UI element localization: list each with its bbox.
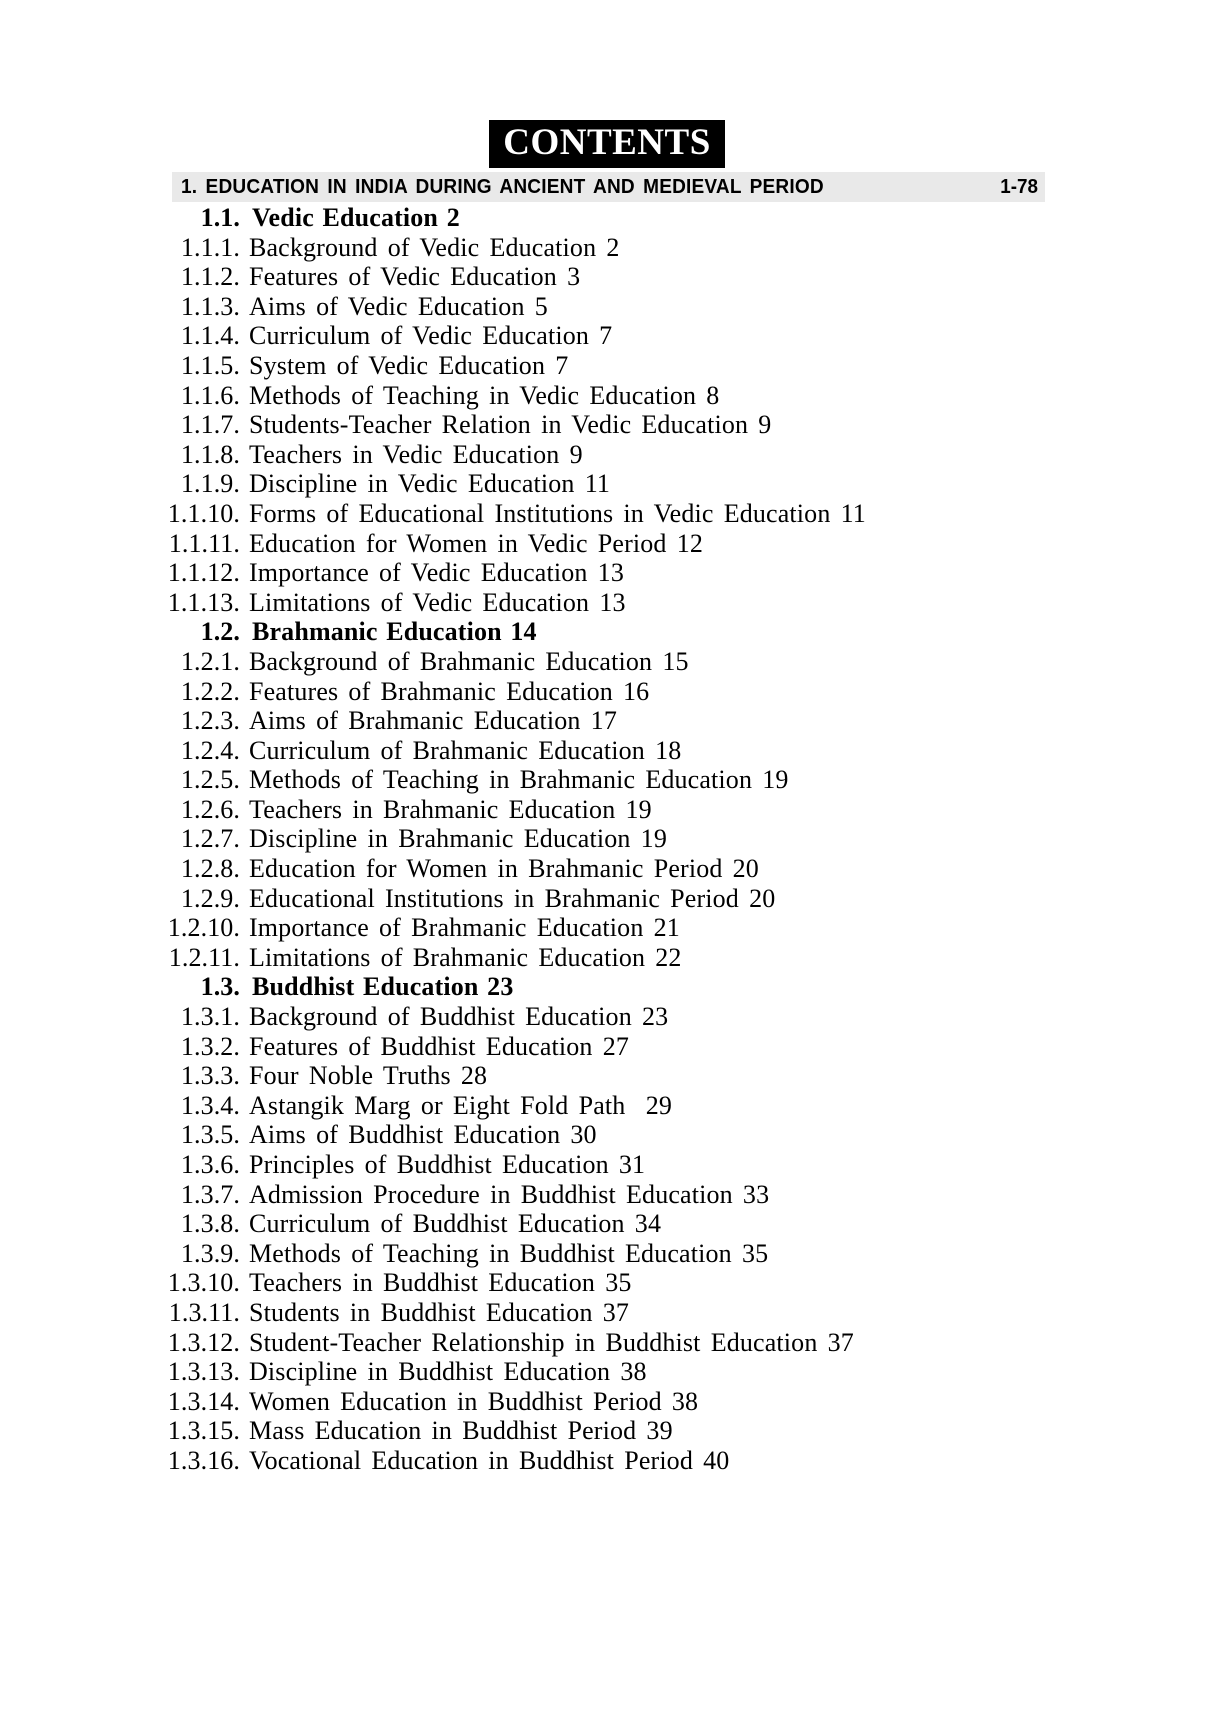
toc-entry-title: Curriculum of Vedic Education 7 bbox=[249, 321, 613, 351]
toc-entry-number: 1.2.2. bbox=[180, 676, 240, 706]
toc-entry-title: Education for Women in Brahmanic Period 20 bbox=[249, 854, 759, 884]
toc-entry-number: 1.3.16. bbox=[167, 1445, 240, 1475]
toc-entry-row[interactable] bbox=[0, 1061, 1214, 1091]
toc-entry-title: Background of Vedic Education 2 bbox=[249, 232, 620, 262]
toc-entry-row[interactable] bbox=[0, 736, 1214, 766]
toc-entry-number: 1.3.10. bbox=[167, 1268, 240, 1298]
toc-entry-title: Curriculum of Brahmanic Education 18 bbox=[249, 735, 682, 765]
contents-title-box: CONTENTS bbox=[489, 120, 725, 168]
toc-entry-row[interactable] bbox=[0, 1180, 1214, 1210]
toc-section-row[interactable] bbox=[0, 617, 1214, 647]
toc-entry-number: 1.3.9. bbox=[180, 1238, 240, 1268]
toc-entry-row[interactable] bbox=[0, 1387, 1214, 1417]
toc-entry-number: 1.1.11. bbox=[168, 528, 240, 558]
toc-entry-row[interactable] bbox=[0, 410, 1214, 440]
toc-entry-row[interactable] bbox=[0, 440, 1214, 470]
toc-entry-row[interactable] bbox=[0, 706, 1214, 736]
toc-entry-row[interactable] bbox=[0, 529, 1214, 559]
toc-entry-number: 1.2.4. bbox=[180, 735, 240, 765]
toc-entry-title: Admission Procedure in Buddhist Education 33 bbox=[249, 1179, 770, 1209]
toc-section-row[interactable] bbox=[0, 203, 1214, 233]
toc-entry-row[interactable] bbox=[0, 677, 1214, 707]
toc-entry-row[interactable] bbox=[0, 765, 1214, 795]
toc-entry-title: Methods of Teaching in Vedic Education 8 bbox=[249, 380, 720, 410]
toc-entry-number: 1.2.9. bbox=[180, 883, 240, 913]
toc-entry-row[interactable] bbox=[0, 1298, 1214, 1328]
toc-entry-title: Features of Buddhist Education 27 bbox=[249, 1031, 630, 1061]
toc-entry-row[interactable] bbox=[0, 884, 1214, 914]
toc-entry-number: 1.1.1. bbox=[180, 232, 240, 262]
toc-entry-number: 1.3. bbox=[200, 972, 240, 1002]
toc-entry-title: Principles of Buddhist Education 31 bbox=[249, 1150, 646, 1179]
toc-entry-number: 1.3.2. bbox=[180, 1031, 240, 1061]
toc-entry-title: Mass Education in Buddhist Period 39 bbox=[249, 1416, 673, 1446]
toc-entry-title: Buddhist Education 23 bbox=[252, 972, 514, 1002]
toc-entry-row[interactable] bbox=[0, 824, 1214, 854]
toc-entry-title: Brahmanic Education 14 bbox=[252, 617, 537, 647]
toc-entry-title: Aims of Buddhist Education 30 bbox=[249, 1120, 597, 1150]
toc-entry-number: 1.2.7. bbox=[180, 824, 240, 854]
toc-entry-row[interactable] bbox=[0, 1209, 1214, 1239]
toc-entry-row[interactable] bbox=[0, 1091, 1214, 1121]
chapter-header-label: 1. EDUCATION IN INDIA DURING ANCIENT AND MEDIEVAL PERIOD bbox=[181, 175, 824, 198]
toc-entry-number: 1.3.13. bbox=[167, 1357, 240, 1387]
toc-entry-number: 1.2.5. bbox=[180, 765, 240, 795]
toc-entry-number: 1.2.1. bbox=[180, 646, 240, 676]
toc-entry-row[interactable] bbox=[0, 588, 1214, 618]
toc-entry-row[interactable] bbox=[0, 1002, 1214, 1032]
toc-entry-number: 1.1.12. bbox=[167, 558, 240, 588]
toc-entry-title: System of Vedic Education 7 bbox=[249, 350, 569, 380]
toc-entry-title: Limitations of Vedic Education 13 bbox=[249, 587, 626, 617]
toc-entry-title: Discipline in Vedic Education 11 bbox=[249, 469, 611, 499]
toc-entry-number: 1.3.5. bbox=[180, 1120, 240, 1150]
toc-entry-row[interactable] bbox=[0, 262, 1214, 292]
toc-entry-number: 1.1.2. bbox=[180, 262, 240, 292]
toc-entry-row[interactable] bbox=[0, 1268, 1214, 1298]
toc-entry-row[interactable] bbox=[0, 647, 1214, 677]
toc-entry-row[interactable] bbox=[0, 1150, 1214, 1180]
toc-entry-title: Teachers in Vedic Education 9 bbox=[249, 439, 583, 469]
toc-entry-number: 1.3.1. bbox=[180, 1002, 240, 1032]
toc-entry-title: Vocational Education in Buddhist Period 40 bbox=[249, 1445, 730, 1475]
toc-entry-row[interactable] bbox=[0, 381, 1214, 411]
chapter-header-page-range: 1-78 bbox=[1000, 175, 1038, 198]
toc-entry-title: Teachers in Brahmanic Education 19 bbox=[249, 794, 652, 824]
page-title bbox=[0, 120, 1214, 168]
toc-entry-title: Students in Buddhist Education 37 bbox=[249, 1297, 630, 1327]
toc-entry-number: 1.1. bbox=[200, 203, 240, 232]
toc-entry-title: Women Education in Buddhist Period 38 bbox=[249, 1386, 699, 1416]
toc-entry-row[interactable] bbox=[0, 499, 1214, 529]
toc-entry-number: 1.1.6. bbox=[180, 380, 240, 410]
table-of-contents-list bbox=[0, 203, 1214, 1476]
toc-entry-row[interactable] bbox=[0, 1032, 1214, 1062]
toc-entry-number: 1.3.3. bbox=[180, 1061, 240, 1091]
toc-entry-title: Discipline in Brahmanic Education 19 bbox=[249, 824, 667, 854]
toc-entry-number: 1.3.15. bbox=[167, 1416, 240, 1446]
toc-entry-row[interactable] bbox=[0, 913, 1214, 943]
toc-entry-number: 1.2.11. bbox=[168, 942, 240, 972]
toc-entry-number: 1.1.8. bbox=[180, 439, 240, 469]
toc-entry-title: Aims of Brahmanic Education 17 bbox=[249, 706, 617, 736]
toc-entry-number: 1.1.5. bbox=[180, 350, 240, 380]
toc-entry-number: 1.1.4. bbox=[180, 321, 240, 351]
toc-entry-title: Astangik Marg or Eight Fold Path 29 bbox=[249, 1090, 673, 1120]
toc-entry-number: 1.1.10. bbox=[167, 498, 240, 528]
toc-entry-row[interactable] bbox=[0, 233, 1214, 263]
toc-entry-row[interactable] bbox=[0, 558, 1214, 588]
toc-entry-title: Vedic Education 2 bbox=[252, 203, 460, 232]
toc-entry-title: Background of Buddhist Education 23 bbox=[249, 1002, 669, 1032]
toc-entry-number: 1.3.4. bbox=[180, 1090, 240, 1120]
toc-entry-number: 1.3.8. bbox=[180, 1209, 240, 1239]
toc-entry-row[interactable] bbox=[0, 321, 1214, 351]
toc-entry-title: Methods of Teaching in Buddhist Education 35 bbox=[249, 1238, 769, 1268]
toc-entry-number: 1.3.7. bbox=[180, 1179, 240, 1209]
toc-entry-title: Student-Teacher Relationship in Buddhist Education 37 bbox=[249, 1327, 854, 1357]
toc-entry-title: Education for Women in Vedic Period 12 bbox=[249, 528, 704, 558]
toc-entry-number: 1.1.9. bbox=[180, 469, 240, 499]
toc-entry-number: 1.2.10. bbox=[167, 913, 240, 943]
toc-entry-row[interactable] bbox=[0, 943, 1214, 973]
toc-entry-title: Methods of Teaching in Brahmanic Education 19 bbox=[249, 765, 789, 795]
toc-entry-row[interactable] bbox=[0, 1416, 1214, 1446]
toc-entry-row[interactable] bbox=[0, 469, 1214, 499]
toc-entry-title: Background of Brahmanic Education 15 bbox=[249, 646, 689, 676]
toc-entry-number: 1.2.3. bbox=[180, 706, 240, 736]
toc-entry-title: Importance of Vedic Education 13 bbox=[249, 558, 624, 588]
toc-entry-number: 1.3.12. bbox=[167, 1327, 240, 1357]
toc-entry-title: Educational Institutions in Brahmanic Period 20 bbox=[249, 883, 776, 913]
toc-entry-title: Teachers in Buddhist Education 35 bbox=[249, 1268, 632, 1298]
toc-entry-row[interactable] bbox=[0, 1446, 1214, 1476]
toc-entry-number: 1.3.14. bbox=[167, 1386, 240, 1416]
chapter-header-bar[interactable] bbox=[172, 172, 1045, 202]
toc-entry-row[interactable] bbox=[0, 351, 1214, 381]
toc-entry-number: 1.2.6. bbox=[180, 794, 240, 824]
toc-entry-row[interactable] bbox=[0, 1328, 1214, 1358]
toc-entry-title: Students-Teacher Relation in Vedic Education 9 bbox=[249, 410, 772, 440]
toc-entry-number: 1.3.11. bbox=[168, 1297, 240, 1327]
toc-entry-title: Features of Brahmanic Education 16 bbox=[249, 676, 650, 706]
toc-entry-row[interactable] bbox=[0, 795, 1214, 825]
toc-entry-number: 1.1.3. bbox=[180, 291, 240, 321]
toc-entry-row[interactable] bbox=[0, 1120, 1214, 1150]
toc-entry-row[interactable] bbox=[0, 1239, 1214, 1269]
toc-entry-number: 1.1.13. bbox=[167, 587, 240, 617]
toc-entry-title: Limitations of Brahmanic Education 22 bbox=[249, 942, 682, 972]
toc-entry-title: Features of Vedic Education 3 bbox=[249, 262, 581, 292]
toc-entry-title: Forms of Educational Institutions in Vedic Education 11 bbox=[249, 498, 866, 528]
toc-entry-number: 1.1.7. bbox=[180, 410, 240, 440]
toc-entry-row[interactable] bbox=[0, 292, 1214, 322]
toc-entry-row[interactable] bbox=[0, 854, 1214, 884]
toc-entry-title: Curriculum of Buddhist Education 34 bbox=[249, 1209, 662, 1239]
toc-entry-title: Four Noble Truths 28 bbox=[249, 1061, 488, 1091]
toc-entry-number: 1.2.8. bbox=[180, 854, 240, 884]
toc-entry-title: Aims of Vedic Education 5 bbox=[249, 291, 548, 321]
toc-entry-row[interactable] bbox=[0, 1357, 1214, 1387]
toc-entry-title: Discipline in Buddhist Education 38 bbox=[249, 1357, 647, 1387]
toc-entry-title: Importance of Brahmanic Education 21 bbox=[249, 913, 680, 943]
toc-entry-number: 1.3.6. bbox=[180, 1150, 240, 1179]
toc-entry-number: 1.2. bbox=[200, 617, 240, 647]
toc-section-row[interactable] bbox=[0, 972, 1214, 1002]
